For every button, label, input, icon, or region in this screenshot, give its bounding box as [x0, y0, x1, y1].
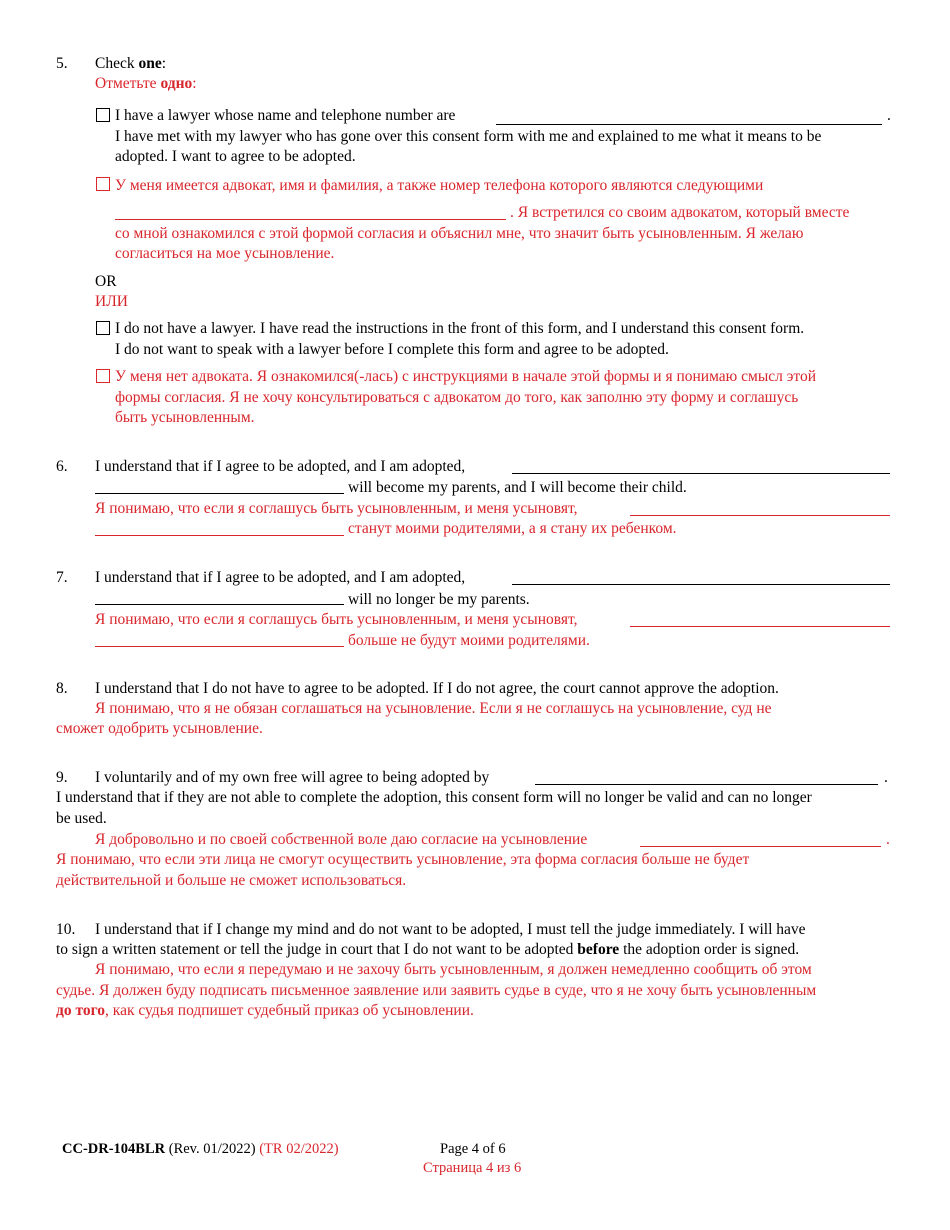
- have-lawyer-text-3: adopted. I want to agree to be adopted.: [115, 148, 356, 165]
- lawyer-name-phone-field[interactable]: [496, 124, 882, 125]
- s7-text-2: will no longer be my parents.: [348, 591, 530, 608]
- no-lawyer-text-ru-3: быть усыновленным.: [115, 409, 255, 426]
- s7-parent-names-field[interactable]: [512, 584, 890, 585]
- s9-text-2: I understand that if they are not able to complete the adoption, this consent form will no longer be valid and can no longer: [56, 789, 812, 806]
- have-lawyer-text-2: I have met with my lawyer who has gone over this consent form with me and explained to me what it means to be: [115, 128, 822, 145]
- s6-adopter-names-field-ru[interactable]: [630, 515, 890, 516]
- check-one-label: Check one:: [95, 55, 167, 72]
- s8-text-ru-2: сможет одобрить усыновление.: [56, 720, 263, 737]
- s9-text-ru-2: Я понимаю, что если эти лица не смогут осуществить усыновление, эта форма согласия больше не будет: [56, 851, 750, 868]
- s8-text-1: I understand that I do not have to agree to be adopted. If I do not agree, the court cannot approve the adoption.: [95, 680, 779, 697]
- s7-parent-names-field-ru-2[interactable]: [95, 646, 344, 647]
- item-number-5: 5.: [56, 55, 68, 72]
- no-lawyer-text-2: I do not want to speak with a lawyer before I complete this form and agree to be adopted.: [115, 341, 669, 358]
- s6-text-ru-1: Я понимаю, что если я соглашусь быть усыновленным, и меня усыновят,: [95, 500, 578, 517]
- s9-text-1-end: .: [884, 769, 888, 786]
- s7-parent-names-field-2[interactable]: [95, 604, 344, 605]
- s7-text-ru-1: Я понимаю, что если я соглашусь быть усыновленным, и меня усыновят,: [95, 611, 578, 628]
- s9-text-ru-1: Я добровольно и по своей собственной воле даю согласие на усыновление: [95, 831, 588, 848]
- s7-text-ru-2: больше не будут моими родителями.: [348, 632, 590, 649]
- have-lawyer-checkbox-ru[interactable]: [96, 177, 110, 191]
- no-lawyer-text-ru: У меня нет адвоката. Я ознакомился(-лась) с инструкциями в начале этой формы и я понимаю смысл этой: [115, 368, 816, 385]
- have-lawyer-text-ru-4: согласиться на мое усыновление.: [115, 245, 335, 262]
- item-number-8: 8.: [56, 680, 68, 697]
- page-number: Page 4 of 6: [440, 1141, 506, 1157]
- have-lawyer-text-ru-2: . Я встретился со своим адвокатом, который вместе: [510, 204, 850, 221]
- have-lawyer-text-end: .: [887, 107, 891, 124]
- s10-text-1: I understand that if I change my mind and do not want to be adopted, I must tell the judge immediately. I will have: [95, 921, 806, 938]
- have-lawyer-text-ru: У меня имеется адвокат, имя и фамилия, а также номер телефона которого являются следующими: [115, 177, 764, 194]
- check-one-label-ru: Отметьте одно:: [95, 75, 197, 92]
- s10-text-ru-3: до того, как судья подпишет судебный приказ об усыновлении.: [56, 1002, 474, 1019]
- no-lawyer-checkbox-ru[interactable]: [96, 369, 110, 383]
- s9-text-ru-1-end: .: [886, 831, 890, 848]
- s9-adopted-by-field[interactable]: [535, 784, 878, 785]
- s9-text-ru-3: действительной и больше не сможет использоваться.: [56, 872, 407, 889]
- s10-text-2: to sign a written statement or tell the judge in court that I do not want to be adopted before the adoption order is signed.: [56, 941, 800, 958]
- s9-adopted-by-field-ru[interactable]: [640, 846, 881, 847]
- s6-text-ru-2: станут моими родителями, а я стану их ребенком.: [348, 520, 677, 537]
- item-number-9: 9.: [56, 769, 68, 786]
- s6-text-2: will become my parents, and I will become their child.: [348, 479, 687, 496]
- s6-adopter-names-field[interactable]: [512, 473, 890, 474]
- form-id: CC-DR-104BLR (Rev. 01/2022) (TR 02/2022): [62, 1141, 339, 1157]
- or-label: OR: [95, 273, 117, 290]
- have-lawyer-checkbox[interactable]: [96, 108, 110, 122]
- s9-text-3: be used.: [56, 810, 107, 827]
- item-number-6: 6.: [56, 458, 68, 475]
- have-lawyer-text-ru-3: со мной ознакомился с этой формой согласия и объяснил мне, что значит быть усыновленным. Я желаю: [115, 225, 804, 242]
- s6-adopter-names-field-ru-2[interactable]: [95, 535, 344, 536]
- page-number-ru: Страница 4 из 6: [423, 1160, 522, 1176]
- item-number-7: 7.: [56, 569, 68, 586]
- s10-text-ru-2: судье. Я должен буду подписать письменное заявление или заявить судье в суде, что я не хочу быть усыновленным: [56, 982, 817, 999]
- s7-parent-names-field-ru[interactable]: [630, 626, 890, 627]
- have-lawyer-text: I have a lawyer whose name and telephone number are: [115, 107, 456, 124]
- s6-text-1: I understand that if I agree to be adopted, and I am adopted,: [95, 458, 466, 475]
- lawyer-name-phone-field-ru[interactable]: [115, 219, 506, 220]
- item-number-10: 10.: [56, 921, 76, 938]
- s7-text-1: I understand that if I agree to be adopted, and I am adopted,: [95, 569, 466, 586]
- or-label-ru: ИЛИ: [95, 293, 128, 310]
- no-lawyer-text: I do not have a lawyer. I have read the instructions in the front of this form, and I understand this consent form.: [115, 320, 805, 337]
- s8-text-ru-1: Я понимаю, что я не обязан соглашаться на усыновление. Если я не соглашусь на усыновление, суд не: [95, 700, 772, 717]
- no-lawyer-text-ru-2: формы согласия. Я не хочу консультироваться с адвокатом до того, как заполню эту форму и соглашусь: [115, 389, 799, 406]
- s6-adopter-names-field-2[interactable]: [95, 493, 344, 494]
- s9-text-1: I voluntarily and of my own free will agree to being adopted by: [95, 769, 490, 786]
- s10-text-ru-1: Я понимаю, что если я передумаю и не захочу быть усыновленным, я должен немедленно сообщить об этом: [95, 961, 812, 978]
- no-lawyer-checkbox[interactable]: [96, 321, 110, 335]
